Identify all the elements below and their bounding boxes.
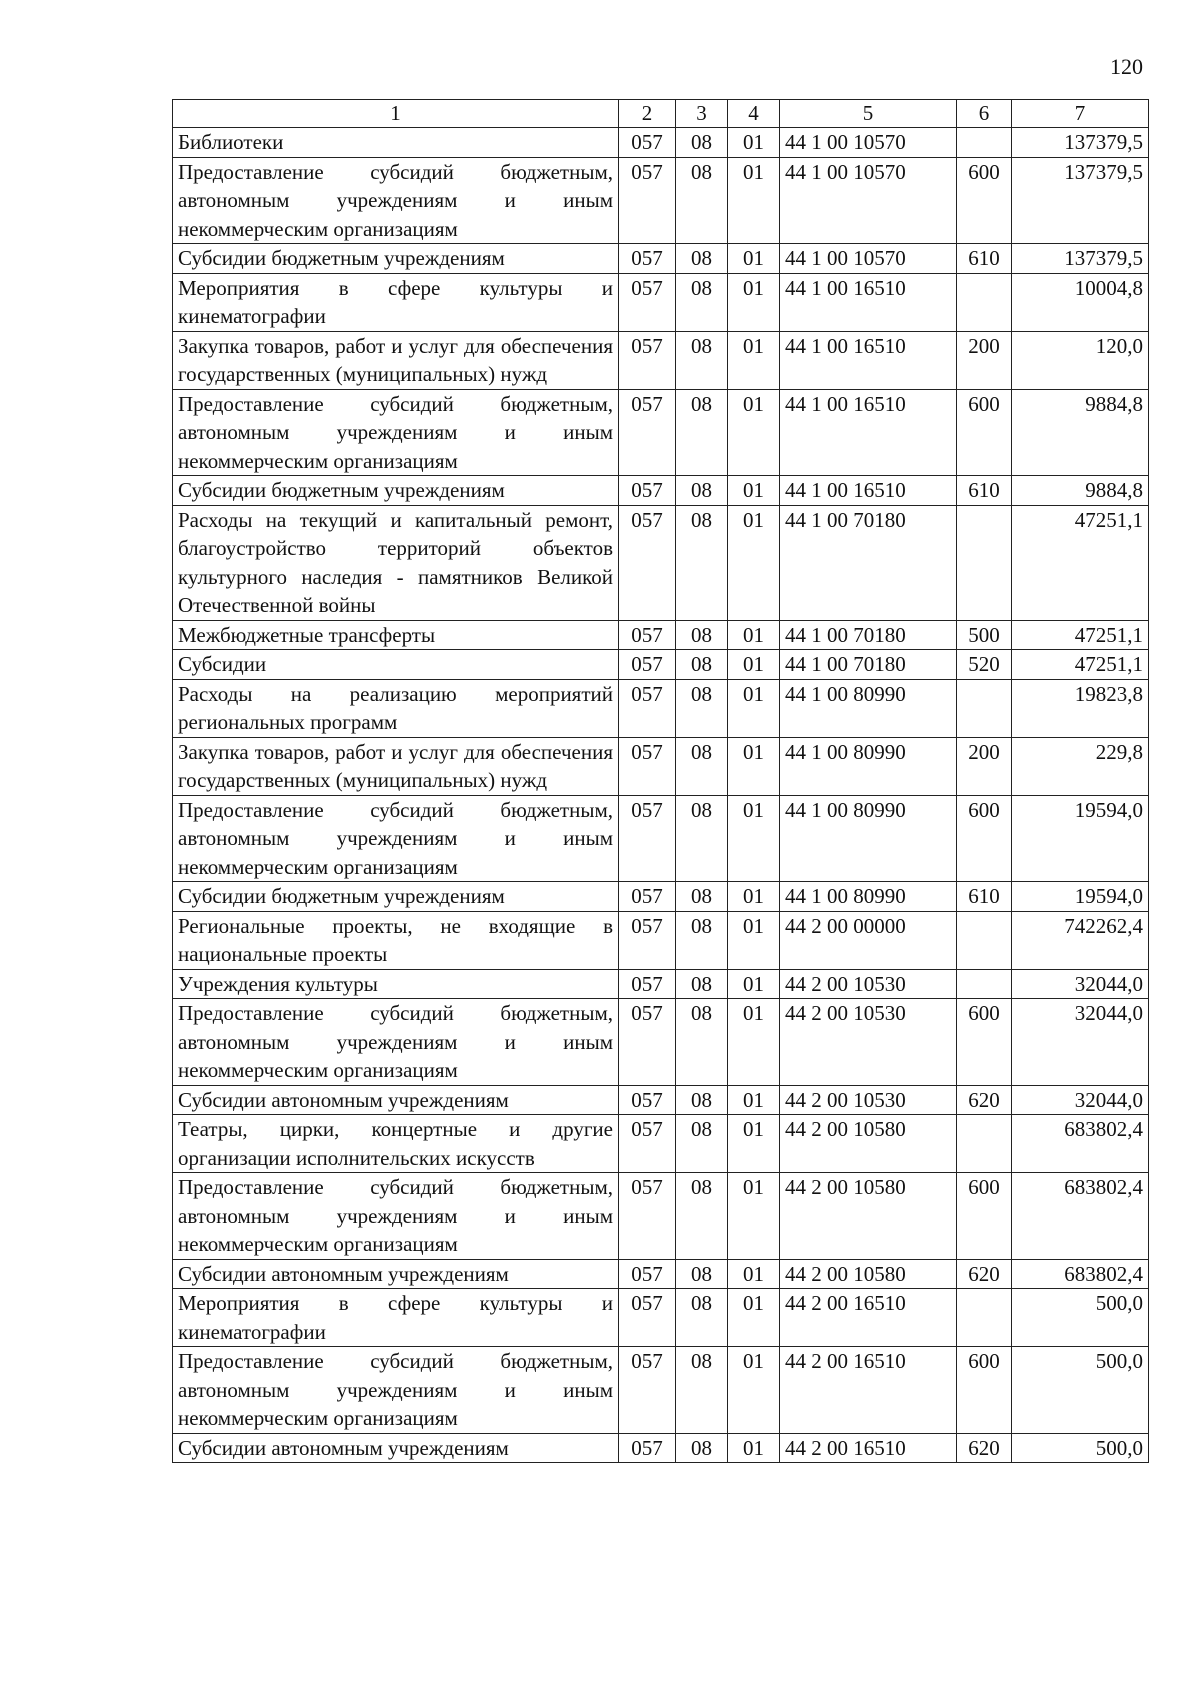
header-row: [173, 100, 1149, 128]
subsection-code-cell: 01: [728, 737, 780, 795]
expense-name-cell: Предоставление субсидий бюджетным, автономным учреждениям и иным некоммерческим организациям: [173, 157, 619, 244]
table-row: [173, 650, 1149, 680]
expense-name-cell: Региональные проекты, не входящие в национальные проекты: [173, 911, 619, 969]
expense-name-cell: Предоставление субсидий бюджетным, автономным учреждениям и иным некоммерческим организациям: [173, 389, 619, 476]
amount-cell: 120,0: [1012, 331, 1149, 389]
subsection-code-cell: 01: [728, 128, 780, 158]
amount-cell: 683802,4: [1012, 1173, 1149, 1260]
amount-cell: 19823,8: [1012, 679, 1149, 737]
target-item-cell: 44 1 00 80990: [780, 882, 957, 912]
expense-name-cell: Предоставление субсидий бюджетным, автономным учреждениям и иным некоммерческим организациям: [173, 1347, 619, 1434]
expense-type-cell: 610: [957, 244, 1012, 274]
ministry-code-cell: 057: [619, 679, 676, 737]
ministry-code-cell: 057: [619, 999, 676, 1086]
target-item-cell: 44 2 00 10580: [780, 1259, 957, 1289]
expense-name-cell: Закупка товаров, работ и услуг для обеспечения государственных (муниципальных) нужд: [173, 331, 619, 389]
expense-name-cell: Субсидии автономным учреждениям: [173, 1085, 619, 1115]
target-item-cell: 44 2 00 10580: [780, 1173, 957, 1260]
expense-name-cell: Межбюджетные трансферты: [173, 620, 619, 650]
expense-name-cell: Мероприятия в сфере культуры и кинематографии: [173, 1289, 619, 1347]
ministry-code-cell: 057: [619, 244, 676, 274]
amount-cell: 683802,4: [1012, 1115, 1149, 1173]
section-code-cell: 08: [676, 737, 728, 795]
ministry-code-cell: 057: [619, 1289, 676, 1347]
ministry-code-cell: 057: [619, 1347, 676, 1434]
expense-type-cell: 620: [957, 1433, 1012, 1463]
amount-cell: 500,0: [1012, 1289, 1149, 1347]
section-code-cell: 08: [676, 999, 728, 1086]
subsection-code-cell: 01: [728, 650, 780, 680]
expense-name-cell: Предоставление субсидий бюджетным, автономным учреждениям и иным некоммерческим организациям: [173, 795, 619, 882]
section-code-cell: 08: [676, 1259, 728, 1289]
target-item-cell: 44 2 00 16510: [780, 1289, 957, 1347]
ministry-code-cell: 057: [619, 476, 676, 506]
ministry-code-cell: 057: [619, 650, 676, 680]
target-item-cell: 44 2 00 10580: [780, 1115, 957, 1173]
table-row: [173, 1433, 1149, 1463]
section-code-cell: 08: [676, 128, 728, 158]
target-item-cell: 44 1 00 10570: [780, 157, 957, 244]
section-code-cell: 08: [676, 157, 728, 244]
expense-name-cell: Библиотеки: [173, 128, 619, 158]
table-row: [173, 999, 1149, 1086]
expense-type-cell: 600: [957, 1347, 1012, 1434]
table-row: [173, 1173, 1149, 1260]
header-col-6: 6: [957, 100, 1012, 128]
section-code-cell: 08: [676, 389, 728, 476]
target-item-cell: 44 2 00 16510: [780, 1347, 957, 1434]
expense-name-cell: Предоставление субсидий бюджетным, автономным учреждениям и иным некоммерческим организациям: [173, 1173, 619, 1260]
expense-name-cell: Субсидии автономным учреждениям: [173, 1259, 619, 1289]
subsection-code-cell: 01: [728, 999, 780, 1086]
target-item-cell: 44 2 00 16510: [780, 1433, 957, 1463]
table-row: [173, 1347, 1149, 1434]
amount-cell: 9884,8: [1012, 476, 1149, 506]
section-code-cell: 08: [676, 650, 728, 680]
target-item-cell: 44 1 00 80990: [780, 737, 957, 795]
target-item-cell: 44 2 00 10530: [780, 1085, 957, 1115]
table-row: [173, 476, 1149, 506]
expense-type-cell: [957, 1115, 1012, 1173]
amount-cell: 500,0: [1012, 1347, 1149, 1434]
ministry-code-cell: 057: [619, 273, 676, 331]
target-item-cell: 44 2 00 10530: [780, 969, 957, 999]
expense-name-cell: Театры, цирки, концертные и другие организации исполнительских искусств: [173, 1115, 619, 1173]
section-code-cell: 08: [676, 1347, 728, 1434]
expense-type-cell: 600: [957, 389, 1012, 476]
section-code-cell: 08: [676, 1115, 728, 1173]
ministry-code-cell: 057: [619, 737, 676, 795]
section-code-cell: 08: [676, 795, 728, 882]
section-code-cell: 08: [676, 911, 728, 969]
ministry-code-cell: 057: [619, 1259, 676, 1289]
subsection-code-cell: 01: [728, 1259, 780, 1289]
expense-type-cell: [957, 679, 1012, 737]
ministry-code-cell: 057: [619, 128, 676, 158]
subsection-code-cell: 01: [728, 331, 780, 389]
section-code-cell: 08: [676, 1085, 728, 1115]
ministry-code-cell: 057: [619, 1433, 676, 1463]
ministry-code-cell: 057: [619, 1173, 676, 1260]
expense-type-cell: 520: [957, 650, 1012, 680]
amount-cell: 32044,0: [1012, 1085, 1149, 1115]
target-item-cell: 44 1 00 70180: [780, 650, 957, 680]
section-code-cell: 08: [676, 331, 728, 389]
ministry-code-cell: 057: [619, 1115, 676, 1173]
expense-name-cell: Субсидии: [173, 650, 619, 680]
expense-type-cell: [957, 273, 1012, 331]
section-code-cell: 08: [676, 1173, 728, 1260]
table-row: [173, 911, 1149, 969]
table-row: [173, 882, 1149, 912]
header-col-1: 1: [173, 100, 619, 128]
target-item-cell: 44 1 00 80990: [780, 679, 957, 737]
amount-cell: 19594,0: [1012, 882, 1149, 912]
amount-cell: 19594,0: [1012, 795, 1149, 882]
ministry-code-cell: 057: [619, 911, 676, 969]
target-item-cell: 44 1 00 70180: [780, 505, 957, 620]
section-code-cell: 08: [676, 882, 728, 912]
expense-name-cell: Субсидии автономным учреждениям: [173, 1433, 619, 1463]
table-body: [173, 128, 1149, 1463]
subsection-code-cell: 01: [728, 1289, 780, 1347]
target-item-cell: 44 1 00 16510: [780, 273, 957, 331]
expense-name-cell: Субсидии бюджетным учреждениям: [173, 882, 619, 912]
subsection-code-cell: 01: [728, 273, 780, 331]
section-code-cell: 08: [676, 620, 728, 650]
amount-cell: 9884,8: [1012, 389, 1149, 476]
target-item-cell: 44 1 00 70180: [780, 620, 957, 650]
amount-cell: 47251,1: [1012, 650, 1149, 680]
target-item-cell: 44 1 00 10570: [780, 128, 957, 158]
amount-cell: 500,0: [1012, 1433, 1149, 1463]
subsection-code-cell: 01: [728, 476, 780, 506]
expense-type-cell: 600: [957, 999, 1012, 1086]
amount-cell: 229,8: [1012, 737, 1149, 795]
target-item-cell: 44 1 00 16510: [780, 331, 957, 389]
subsection-code-cell: 01: [728, 1085, 780, 1115]
subsection-code-cell: 01: [728, 1173, 780, 1260]
ministry-code-cell: 057: [619, 331, 676, 389]
section-code-cell: 08: [676, 679, 728, 737]
section-code-cell: 08: [676, 244, 728, 274]
amount-cell: 683802,4: [1012, 1259, 1149, 1289]
expense-type-cell: 500: [957, 620, 1012, 650]
amount-cell: 32044,0: [1012, 999, 1149, 1086]
expense-type-cell: 200: [957, 737, 1012, 795]
target-item-cell: 44 1 00 80990: [780, 795, 957, 882]
table-row: [173, 1115, 1149, 1173]
header-col-7: 7: [1012, 100, 1149, 128]
ministry-code-cell: 057: [619, 157, 676, 244]
expense-name-cell: Расходы на реализацию мероприятий региональных программ: [173, 679, 619, 737]
amount-cell: 137379,5: [1012, 157, 1149, 244]
expense-type-cell: 600: [957, 795, 1012, 882]
expense-name-cell: Расходы на текущий и капитальный ремонт, благоустройство территорий объектов культурного наследия - памятников Великой Отечественной войны: [173, 505, 619, 620]
expense-type-cell: 620: [957, 1085, 1012, 1115]
section-code-cell: 08: [676, 969, 728, 999]
amount-cell: 47251,1: [1012, 620, 1149, 650]
expense-name-cell: Субсидии бюджетным учреждениям: [173, 244, 619, 274]
section-code-cell: 08: [676, 1289, 728, 1347]
subsection-code-cell: 01: [728, 882, 780, 912]
section-code-cell: 08: [676, 505, 728, 620]
target-item-cell: 44 2 00 00000: [780, 911, 957, 969]
expense-type-cell: 610: [957, 476, 1012, 506]
header-col-4: 4: [728, 100, 780, 128]
table-row: [173, 244, 1149, 274]
ministry-code-cell: 057: [619, 1085, 676, 1115]
expense-type-cell: [957, 911, 1012, 969]
table-header: [173, 100, 1149, 128]
amount-cell: 10004,8: [1012, 273, 1149, 331]
expense-type-cell: [957, 505, 1012, 620]
target-item-cell: 44 1 00 16510: [780, 476, 957, 506]
subsection-code-cell: 01: [728, 157, 780, 244]
expense-type-cell: [957, 1289, 1012, 1347]
amount-cell: 742262,4: [1012, 911, 1149, 969]
table-row: [173, 679, 1149, 737]
header-col-3: 3: [676, 100, 728, 128]
expense-type-cell: 200: [957, 331, 1012, 389]
ministry-code-cell: 057: [619, 389, 676, 476]
amount-cell: 32044,0: [1012, 969, 1149, 999]
subsection-code-cell: 01: [728, 389, 780, 476]
amount-cell: 137379,5: [1012, 244, 1149, 274]
header-col-5: 5: [780, 100, 957, 128]
expense-name-cell: Закупка товаров, работ и услуг для обеспечения государственных (муниципальных) нужд: [173, 737, 619, 795]
expense-type-cell: 620: [957, 1259, 1012, 1289]
subsection-code-cell: 01: [728, 1433, 780, 1463]
table-row: [173, 389, 1149, 476]
subsection-code-cell: 01: [728, 911, 780, 969]
ministry-code-cell: 057: [619, 505, 676, 620]
target-item-cell: 44 1 00 10570: [780, 244, 957, 274]
section-code-cell: 08: [676, 273, 728, 331]
ministry-code-cell: 057: [619, 882, 676, 912]
subsection-code-cell: 01: [728, 1347, 780, 1434]
table-row: [173, 795, 1149, 882]
table-row: [173, 331, 1149, 389]
table-row: [173, 1085, 1149, 1115]
expense-name-cell: Мероприятия в сфере культуры и кинематографии: [173, 273, 619, 331]
ministry-code-cell: 057: [619, 795, 676, 882]
table-row: [173, 1259, 1149, 1289]
expense-type-cell: 600: [957, 157, 1012, 244]
amount-cell: 47251,1: [1012, 505, 1149, 620]
ministry-code-cell: 057: [619, 620, 676, 650]
expense-name-cell: Субсидии бюджетным учреждениям: [173, 476, 619, 506]
expense-type-cell: 610: [957, 882, 1012, 912]
expense-name-cell: Учреждения культуры: [173, 969, 619, 999]
section-code-cell: 08: [676, 1433, 728, 1463]
subsection-code-cell: 01: [728, 679, 780, 737]
expense-name-cell: Предоставление субсидий бюджетным, автономным учреждениям и иным некоммерческим организациям: [173, 999, 619, 1086]
subsection-code-cell: 01: [728, 969, 780, 999]
subsection-code-cell: 01: [728, 505, 780, 620]
section-code-cell: 08: [676, 476, 728, 506]
table-row: [173, 128, 1149, 158]
table-row: [173, 157, 1149, 244]
target-item-cell: 44 1 00 16510: [780, 389, 957, 476]
amount-cell: 137379,5: [1012, 128, 1149, 158]
expense-type-cell: [957, 969, 1012, 999]
subsection-code-cell: 01: [728, 244, 780, 274]
expense-type-cell: [957, 128, 1012, 158]
table-row: [173, 969, 1149, 999]
page-number: 120: [1110, 54, 1143, 79]
target-item-cell: 44 2 00 10530: [780, 999, 957, 1086]
subsection-code-cell: 01: [728, 1115, 780, 1173]
subsection-code-cell: 01: [728, 620, 780, 650]
ministry-code-cell: 057: [619, 969, 676, 999]
table-row: [173, 737, 1149, 795]
table-row: [173, 505, 1149, 620]
expense-type-cell: 600: [957, 1173, 1012, 1260]
table-row: [173, 620, 1149, 650]
subsection-code-cell: 01: [728, 795, 780, 882]
header-col-2: 2: [619, 100, 676, 128]
budget-table: [172, 99, 1149, 1463]
table-row: [173, 1289, 1149, 1347]
table-row: [173, 273, 1149, 331]
